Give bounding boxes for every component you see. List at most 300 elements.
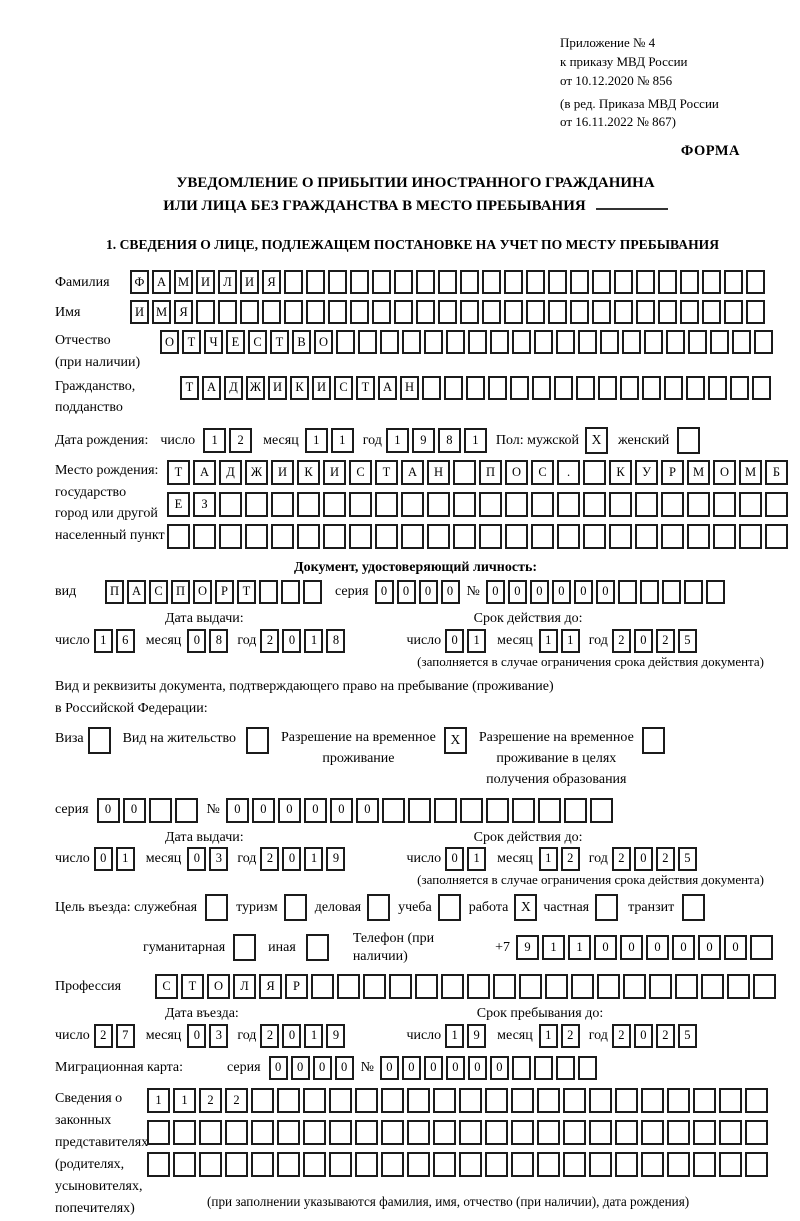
char-cell[interactable] (459, 1120, 482, 1145)
char-cell[interactable]: 1 (539, 847, 558, 871)
char-cell[interactable]: 0 (490, 1056, 509, 1080)
char-cell[interactable] (713, 524, 736, 549)
char-cell[interactable] (311, 974, 334, 999)
char-cell[interactable] (459, 1152, 482, 1177)
char-cell[interactable]: . (557, 460, 580, 485)
char-cell[interactable] (557, 492, 580, 517)
char-cell[interactable]: 2 (612, 1024, 631, 1048)
char-cell[interactable] (661, 524, 684, 549)
char-cell[interactable] (468, 330, 487, 354)
char-cell[interactable]: Ф (130, 270, 149, 294)
char-cell[interactable] (505, 524, 528, 549)
char-cell[interactable]: 0 (330, 798, 353, 823)
char-cell[interactable]: 0 (468, 1056, 487, 1080)
char-cell[interactable]: Т (180, 376, 199, 400)
char-cell[interactable]: Д (224, 376, 243, 400)
char-cell[interactable]: А (378, 376, 397, 400)
char-cell[interactable] (609, 524, 632, 549)
char-cell[interactable] (693, 1088, 716, 1113)
char-cell[interactable]: 2 (656, 629, 675, 653)
char-cell[interactable] (713, 492, 736, 517)
char-cell[interactable] (262, 300, 281, 324)
char-cell[interactable]: 0 (445, 629, 464, 653)
char-cell[interactable] (745, 1088, 768, 1113)
female-checkbox[interactable] (677, 427, 700, 454)
char-cell[interactable] (433, 1120, 456, 1145)
char-cell[interactable] (504, 300, 523, 324)
char-cell[interactable]: 5 (678, 1024, 697, 1048)
char-cell[interactable] (583, 492, 606, 517)
char-cell[interactable]: 0 (304, 798, 327, 823)
char-cell[interactable] (765, 524, 788, 549)
char-cell[interactable] (350, 270, 369, 294)
char-cell[interactable] (485, 1120, 508, 1145)
char-cell[interactable] (548, 300, 567, 324)
char-cell[interactable] (147, 1120, 170, 1145)
char-cell[interactable] (490, 330, 509, 354)
char-cell[interactable]: 0 (620, 935, 643, 960)
char-cell[interactable] (620, 376, 639, 400)
char-cell[interactable] (597, 974, 620, 999)
char-cell[interactable] (416, 300, 435, 324)
char-cell[interactable] (416, 270, 435, 294)
char-cell[interactable] (589, 1120, 612, 1145)
char-cell[interactable]: 0 (552, 580, 571, 604)
char-cell[interactable] (355, 1088, 378, 1113)
char-cell[interactable] (438, 300, 457, 324)
char-cell[interactable] (719, 1120, 742, 1145)
char-cell[interactable] (199, 1152, 222, 1177)
char-cell[interactable] (355, 1120, 378, 1145)
char-cell[interactable] (306, 270, 325, 294)
char-cell[interactable] (534, 1056, 553, 1080)
char-cell[interactable] (564, 798, 587, 823)
char-cell[interactable] (538, 798, 561, 823)
char-cell[interactable] (526, 270, 545, 294)
char-cell[interactable]: В (292, 330, 311, 354)
char-cell[interactable] (372, 300, 391, 324)
char-cell[interactable] (277, 1152, 300, 1177)
char-cell[interactable] (336, 330, 355, 354)
char-cell[interactable]: 0 (530, 580, 549, 604)
char-cell[interactable] (382, 798, 405, 823)
char-cell[interactable] (563, 1088, 586, 1113)
char-cell[interactable] (277, 1088, 300, 1113)
char-cell[interactable] (372, 270, 391, 294)
char-cell[interactable]: Т (356, 376, 375, 400)
char-cell[interactable] (532, 376, 551, 400)
char-cell[interactable]: 0 (252, 798, 275, 823)
char-cell[interactable] (746, 270, 765, 294)
char-cell[interactable]: Т (270, 330, 289, 354)
purpose-other-checkbox[interactable] (306, 934, 329, 961)
char-cell[interactable]: 2 (94, 1024, 113, 1048)
char-cell[interactable] (556, 330, 575, 354)
char-cell[interactable] (453, 460, 476, 485)
char-cell[interactable] (401, 524, 424, 549)
char-cell[interactable]: 0 (187, 629, 206, 653)
char-cell[interactable] (512, 330, 531, 354)
char-cell[interactable] (402, 330, 421, 354)
char-cell[interactable] (349, 492, 372, 517)
char-cell[interactable]: А (193, 460, 216, 485)
char-cell[interactable]: И (268, 376, 287, 400)
char-cell[interactable] (667, 1088, 690, 1113)
char-cell[interactable]: 2 (561, 847, 580, 871)
char-cell[interactable] (537, 1120, 560, 1145)
char-cell[interactable] (622, 330, 641, 354)
char-cell[interactable]: З (193, 492, 216, 517)
char-cell[interactable] (329, 1120, 352, 1145)
char-cell[interactable]: О (160, 330, 179, 354)
char-cell[interactable]: 1 (445, 1024, 464, 1048)
char-cell[interactable]: И (240, 270, 259, 294)
temp-residence-checkbox[interactable]: X (444, 727, 467, 754)
char-cell[interactable] (583, 460, 606, 485)
char-cell[interactable] (407, 1152, 430, 1177)
char-cell[interactable]: И (196, 270, 215, 294)
char-cell[interactable]: 9 (326, 1024, 345, 1048)
char-cell[interactable] (687, 492, 710, 517)
char-cell[interactable] (482, 270, 501, 294)
char-cell[interactable] (701, 974, 724, 999)
char-cell[interactable] (381, 1152, 404, 1177)
char-cell[interactable]: А (127, 580, 146, 604)
char-cell[interactable] (666, 330, 685, 354)
char-cell[interactable]: У (635, 460, 658, 485)
char-cell[interactable]: 0 (402, 1056, 421, 1080)
char-cell[interactable]: 2 (225, 1088, 248, 1113)
char-cell[interactable]: Я (262, 270, 281, 294)
char-cell[interactable] (297, 492, 320, 517)
char-cell[interactable] (724, 300, 743, 324)
char-cell[interactable] (636, 300, 655, 324)
char-cell[interactable]: Р (661, 460, 684, 485)
char-cell[interactable]: 3 (209, 847, 228, 871)
purpose-business-checkbox[interactable] (367, 894, 390, 921)
char-cell[interactable]: 0 (282, 1024, 301, 1048)
char-cell[interactable]: П (479, 460, 502, 485)
char-cell[interactable] (719, 1152, 742, 1177)
char-cell[interactable]: 1 (94, 629, 113, 653)
char-cell[interactable]: С (349, 460, 372, 485)
char-cell[interactable] (693, 1152, 716, 1177)
char-cell[interactable]: Л (233, 974, 256, 999)
char-cell[interactable]: А (152, 270, 171, 294)
char-cell[interactable] (375, 492, 398, 517)
char-cell[interactable]: 9 (467, 1024, 486, 1048)
char-cell[interactable] (563, 1120, 586, 1145)
char-cell[interactable] (510, 376, 529, 400)
char-cell[interactable] (381, 1088, 404, 1113)
char-cell[interactable]: 9 (516, 935, 539, 960)
char-cell[interactable] (459, 1088, 482, 1113)
char-cell[interactable]: 0 (335, 1056, 354, 1080)
char-cell[interactable] (303, 1120, 326, 1145)
char-cell[interactable] (389, 974, 412, 999)
char-cell[interactable] (557, 524, 580, 549)
char-cell[interactable]: Ч (204, 330, 223, 354)
char-cell[interactable]: 1 (147, 1088, 170, 1113)
char-cell[interactable]: 1 (304, 847, 323, 871)
char-cell[interactable] (531, 492, 554, 517)
char-cell[interactable]: 1 (568, 935, 591, 960)
char-cell[interactable] (554, 376, 573, 400)
char-cell[interactable] (482, 300, 501, 324)
char-cell[interactable] (687, 524, 710, 549)
char-cell[interactable] (519, 974, 542, 999)
char-cell[interactable]: 8 (438, 428, 461, 453)
char-cell[interactable] (545, 974, 568, 999)
char-cell[interactable] (394, 270, 413, 294)
char-cell[interactable]: 0 (282, 847, 301, 871)
char-cell[interactable]: 2 (260, 1024, 279, 1048)
char-cell[interactable] (328, 270, 347, 294)
char-cell[interactable] (537, 1152, 560, 1177)
char-cell[interactable]: 0 (724, 935, 747, 960)
char-cell[interactable] (329, 1088, 352, 1113)
char-cell[interactable] (641, 1152, 664, 1177)
char-cell[interactable] (434, 798, 457, 823)
char-cell[interactable] (433, 1152, 456, 1177)
char-cell[interactable]: 0 (419, 580, 438, 604)
char-cell[interactable]: К (290, 376, 309, 400)
char-cell[interactable]: 1 (203, 428, 226, 453)
char-cell[interactable]: Т (237, 580, 256, 604)
char-cell[interactable]: Е (226, 330, 245, 354)
char-cell[interactable] (583, 524, 606, 549)
char-cell[interactable] (303, 1088, 326, 1113)
char-cell[interactable]: М (687, 460, 710, 485)
char-cell[interactable]: 0 (380, 1056, 399, 1080)
char-cell[interactable]: 1 (467, 629, 486, 653)
char-cell[interactable]: 0 (375, 580, 394, 604)
char-cell[interactable] (407, 1120, 430, 1145)
char-cell[interactable]: 6 (116, 629, 135, 653)
char-cell[interactable] (196, 300, 215, 324)
char-cell[interactable]: 0 (397, 580, 416, 604)
char-cell[interactable]: 0 (634, 847, 653, 871)
char-cell[interactable]: О (314, 330, 333, 354)
char-cell[interactable]: 2 (656, 847, 675, 871)
char-cell[interactable]: И (130, 300, 149, 324)
char-cell[interactable]: 2 (229, 428, 252, 453)
char-cell[interactable]: Е (167, 492, 190, 517)
char-cell[interactable]: Н (427, 460, 450, 485)
char-cell[interactable] (284, 300, 303, 324)
char-cell[interactable]: С (334, 376, 353, 400)
char-cell[interactable] (752, 376, 771, 400)
purpose-private-checkbox[interactable] (595, 894, 618, 921)
char-cell[interactable] (504, 270, 523, 294)
char-cell[interactable] (380, 330, 399, 354)
char-cell[interactable] (427, 492, 450, 517)
char-cell[interactable] (680, 270, 699, 294)
char-cell[interactable] (589, 1088, 612, 1113)
char-cell[interactable] (644, 330, 663, 354)
char-cell[interactable]: 1 (304, 629, 323, 653)
char-cell[interactable] (407, 1088, 430, 1113)
char-cell[interactable]: 0 (445, 847, 464, 871)
char-cell[interactable]: 0 (282, 629, 301, 653)
char-cell[interactable]: 2 (561, 1024, 580, 1048)
char-cell[interactable]: 2 (656, 1024, 675, 1048)
char-cell[interactable] (350, 300, 369, 324)
char-cell[interactable] (245, 524, 268, 549)
char-cell[interactable] (615, 1152, 638, 1177)
char-cell[interactable]: П (171, 580, 190, 604)
char-cell[interactable] (441, 974, 464, 999)
char-cell[interactable]: О (713, 460, 736, 485)
char-cell[interactable] (355, 1152, 378, 1177)
char-cell[interactable] (219, 492, 242, 517)
char-cell[interactable]: 8 (326, 629, 345, 653)
char-cell[interactable] (306, 300, 325, 324)
char-cell[interactable]: 0 (672, 935, 695, 960)
char-cell[interactable] (702, 300, 721, 324)
char-cell[interactable] (446, 330, 465, 354)
char-cell[interactable] (149, 798, 172, 823)
char-cell[interactable] (219, 524, 242, 549)
char-cell[interactable] (635, 524, 658, 549)
char-cell[interactable] (401, 492, 424, 517)
char-cell[interactable]: 0 (424, 1056, 443, 1080)
char-cell[interactable] (147, 1152, 170, 1177)
char-cell[interactable] (453, 492, 476, 517)
char-cell[interactable]: 1 (386, 428, 409, 453)
char-cell[interactable]: 7 (116, 1024, 135, 1048)
char-cell[interactable] (578, 330, 597, 354)
char-cell[interactable] (479, 492, 502, 517)
char-cell[interactable] (363, 974, 386, 999)
char-cell[interactable]: 1 (542, 935, 565, 960)
char-cell[interactable]: 5 (678, 629, 697, 653)
char-cell[interactable]: 3 (209, 1024, 228, 1048)
char-cell[interactable]: С (531, 460, 554, 485)
char-cell[interactable] (251, 1088, 274, 1113)
char-cell[interactable] (466, 376, 485, 400)
char-cell[interactable]: Ж (246, 376, 265, 400)
char-cell[interactable]: Я (174, 300, 193, 324)
char-cell[interactable] (271, 492, 294, 517)
char-cell[interactable]: Т (182, 330, 201, 354)
char-cell[interactable] (303, 580, 322, 604)
char-cell[interactable] (479, 524, 502, 549)
purpose-humanitarian-checkbox[interactable] (233, 934, 256, 961)
char-cell[interactable] (193, 524, 216, 549)
char-cell[interactable] (746, 300, 765, 324)
char-cell[interactable] (512, 1056, 531, 1080)
char-cell[interactable] (337, 974, 360, 999)
char-cell[interactable] (511, 1152, 534, 1177)
char-cell[interactable] (505, 492, 528, 517)
char-cell[interactable] (688, 330, 707, 354)
char-cell[interactable] (460, 270, 479, 294)
char-cell[interactable]: И (312, 376, 331, 400)
char-cell[interactable] (706, 580, 725, 604)
char-cell[interactable]: Ж (245, 460, 268, 485)
char-cell[interactable]: Р (285, 974, 308, 999)
char-cell[interactable] (658, 300, 677, 324)
char-cell[interactable] (745, 1152, 768, 1177)
char-cell[interactable] (493, 974, 516, 999)
char-cell[interactable]: 1 (464, 428, 487, 453)
char-cell[interactable] (614, 300, 633, 324)
purpose-work-checkbox[interactable]: X (514, 894, 537, 921)
char-cell[interactable] (745, 1120, 768, 1145)
char-cell[interactable]: 0 (269, 1056, 288, 1080)
char-cell[interactable]: 2 (199, 1088, 222, 1113)
char-cell[interactable] (281, 580, 300, 604)
char-cell[interactable] (618, 580, 637, 604)
char-cell[interactable]: С (248, 330, 267, 354)
char-cell[interactable] (615, 1088, 638, 1113)
char-cell[interactable]: 0 (486, 580, 505, 604)
char-cell[interactable] (323, 492, 346, 517)
char-cell[interactable] (329, 1152, 352, 1177)
char-cell[interactable]: 5 (678, 847, 697, 871)
char-cell[interactable] (765, 492, 788, 517)
char-cell[interactable] (640, 580, 659, 604)
char-cell[interactable]: 1 (304, 1024, 323, 1048)
char-cell[interactable]: 9 (412, 428, 435, 453)
char-cell[interactable]: 1 (116, 847, 135, 871)
char-cell[interactable]: О (207, 974, 230, 999)
char-cell[interactable] (531, 524, 554, 549)
purpose-official-checkbox[interactable] (205, 894, 228, 921)
char-cell[interactable]: 0 (123, 798, 146, 823)
char-cell[interactable]: 0 (226, 798, 249, 823)
char-cell[interactable]: Я (259, 974, 282, 999)
char-cell[interactable] (453, 524, 476, 549)
char-cell[interactable]: И (323, 460, 346, 485)
char-cell[interactable] (635, 492, 658, 517)
char-cell[interactable] (570, 300, 589, 324)
char-cell[interactable]: Т (167, 460, 190, 485)
char-cell[interactable] (251, 1120, 274, 1145)
char-cell[interactable] (488, 376, 507, 400)
char-cell[interactable] (589, 1152, 612, 1177)
char-cell[interactable]: 0 (187, 1024, 206, 1048)
char-cell[interactable] (590, 798, 613, 823)
char-cell[interactable] (394, 300, 413, 324)
char-cell[interactable] (175, 798, 198, 823)
char-cell[interactable] (173, 1152, 196, 1177)
char-cell[interactable] (511, 1088, 534, 1113)
char-cell[interactable] (556, 1056, 575, 1080)
char-cell[interactable] (512, 798, 535, 823)
char-cell[interactable] (486, 798, 509, 823)
char-cell[interactable]: 0 (634, 629, 653, 653)
char-cell[interactable]: 0 (596, 580, 615, 604)
char-cell[interactable]: 1 (539, 1024, 558, 1048)
char-cell[interactable] (623, 974, 646, 999)
char-cell[interactable]: С (149, 580, 168, 604)
char-cell[interactable] (664, 376, 683, 400)
char-cell[interactable]: 2 (612, 629, 631, 653)
char-cell[interactable] (592, 270, 611, 294)
char-cell[interactable] (641, 1088, 664, 1113)
char-cell[interactable] (615, 1120, 638, 1145)
char-cell[interactable] (614, 270, 633, 294)
char-cell[interactable] (686, 376, 705, 400)
char-cell[interactable] (578, 1056, 597, 1080)
char-cell[interactable]: 1 (561, 629, 580, 653)
char-cell[interactable] (641, 1120, 664, 1145)
char-cell[interactable]: С (155, 974, 178, 999)
char-cell[interactable] (303, 1152, 326, 1177)
char-cell[interactable] (667, 1152, 690, 1177)
